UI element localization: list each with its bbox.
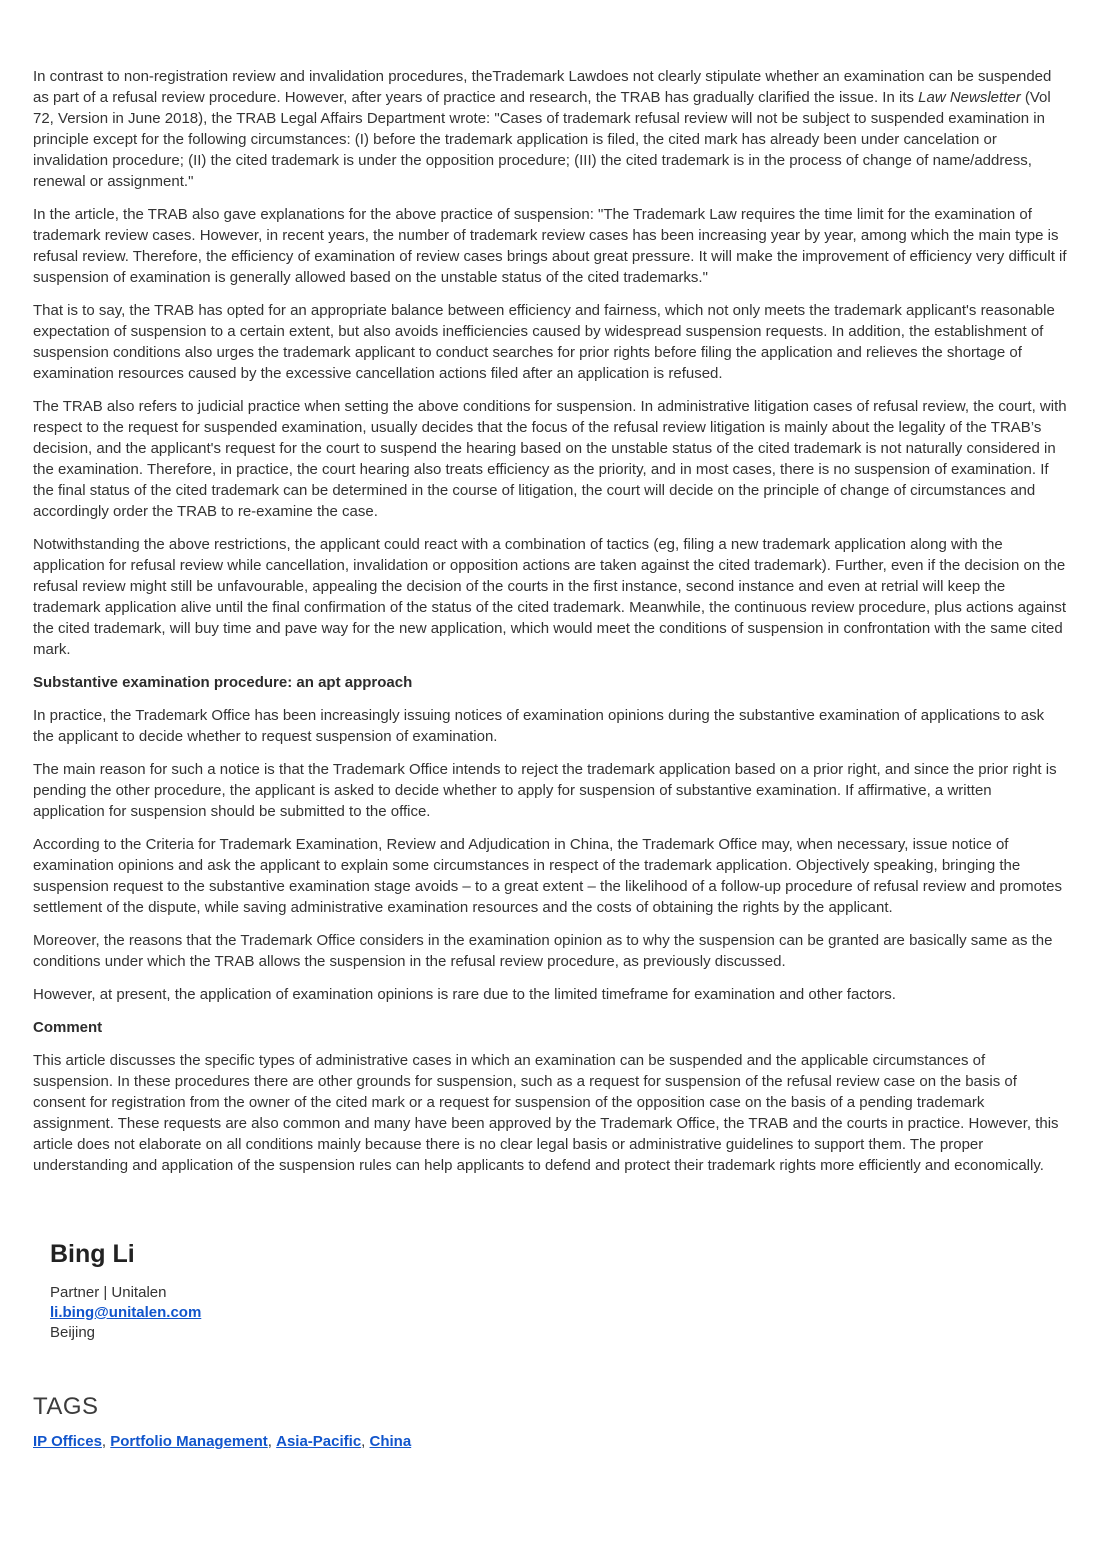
paragraph: In contrast to non-registration review and invalidation procedures, theTrademark Lawdoes not clearly stipulate whether an examination can be suspended as part of a refusal review procedure. However, after years of practice and research, the TRAB has gradually clarified the issue. In its Law Newsletter (Vol 72, Version in June 2018), the TRAB Legal Affairs Department wrote: "Cases of trademark refusal review will not be subject to suspended examination in principle except for the following circumstances: (I) before the trademark application is filed, the cited mark has already been under cancelation or invalidation procedure; (II) the cited trademark is under the opposition procedure; (III) the cited trademark is in the process of change of name/address, renewal or assignment.": [33, 68, 1052, 190]
tag-link[interactable]: Portfolio Management: [110, 1433, 268, 1450]
tag-separator: ,: [101, 1433, 111, 1450]
section-heading: Substantive examination procedure: an apt approach: [33, 674, 413, 691]
tags-list: [33, 1431, 1067, 1452]
tags-section: [33, 1393, 1067, 1452]
paragraph: The main reason for such a notice is that the Trademark Office intends to reject the trademark application based on a prior right, and since the prior right is pending the other procedure, the applicant is asked to decide whether to apply for suspension of substantive examination. If affirmative, a written application for suspension should be submitted to the office.: [33, 761, 1057, 820]
paragraph: However, at present, the application of examination opinions is rare due to the limited timeframe for examination and other factors.: [33, 986, 896, 1003]
paragraph: In practice, the Trademark Office has been increasingly issuing notices of examination opinions during the substantive examination of applications to ask the applicant to decide whether to request suspension of examination.: [33, 707, 1045, 745]
author-email-link[interactable]: li.bing@unitalen.com: [50, 1304, 202, 1321]
tags-heading: TAGS: [33, 1393, 99, 1420]
paragraph: According to the Criteria for Trademark Examination, Review and Adjudication in China, the Trademark Office may, when necessary, issue notice of examination opinions and ask the applicant to explain some circumstances in respect of the trademark application. Objectively speaking, bringing the suspension request to the substantive examination stage avoids – to a great extent – the likelihood of a follow-up procedure of refusal review and promotes settlement of the dispute, while saving administrative examination resources and the costs of obtaining the rights by the applicant.: [33, 836, 1062, 916]
author-role: Partner | Unitalen: [50, 1284, 167, 1301]
paragraph: In the article, the TRAB also gave explanations for the above practice of suspension: "The Trademark Law requires the time limit for the examination of trademark review cases. However, in recent years, the number of trademark review cases has been increasing year by year, among which the main type is refusal review. Therefore, the efficiency of examination of review cases brings about great pressure. It will make the improvement of efficiency very difficult if suspension of examination is generally allowed based on the unstable status of the cited trademarks.": [33, 206, 1067, 286]
article-body: [33, 66, 1067, 1176]
tag-link[interactable]: China: [369, 1433, 412, 1450]
tag-link[interactable]: Asia-Pacific: [276, 1433, 362, 1450]
author-email-line: [50, 1303, 1067, 1323]
tag-separator: ,: [361, 1433, 370, 1450]
paragraph: Notwithstanding the above restrictions, the applicant could react with a combination of tactics (eg, filing a new trademark application along with the application for refusal review while cancellation, invalidation or opposition actions are taken against the cited trademark). Further, even if the decision on the refusal review might still be unfavourable, appealing the decision of the courts in the first instance, second instance and even at retrial will keep the trademark application alive until the final confirmation of the status of the cited trademark. Meanwhile, the continuous review procedure, plus actions against the cited trademark, will buy time and pave way for the new application, which would meet the conditions of suspension in confrontation with the same cited mark.: [33, 536, 1067, 658]
author-block: [50, 1240, 1067, 1343]
tag-link[interactable]: IP Offices: [33, 1433, 102, 1450]
paragraph: The TRAB also refers to judicial practice when setting the above conditions for suspension. In administrative litigation cases of refusal review, the court, with respect to the request for suspended examination, usually decides that the focus of the refusal review litigation is mainly about the legality of the TRAB’s decision, and the applicant's request for the court to suspend the hearing based on the unstable status of the cited trademark is not naturally considered in the examination. Therefore, in practice, the court hearing also treats efficiency as the priority, and in most cases, there is no suspension of examination. If the final status of the cited trademark can be determined in the course of litigation, the court will decide on the principle of change of circumstances and accordingly order the TRAB to re-examine the case.: [33, 398, 1067, 520]
section-heading: Comment: [33, 1019, 103, 1036]
paragraph: That is to say, the TRAB has opted for an appropriate balance between efficiency and fairness, which not only meets the trademark applicant's reasonable expectation of suspension to a certain extent, but also avoids inefficiencies caused by widespread suspension requests. In addition, the establishment of suspension conditions also urges the trademark applicant to conduct searches for prior rights before filing the application and relieves the shortage of examination resources caused by the excessive cancellation actions filed after an application is refused.: [33, 302, 1055, 382]
author-location: Beijing: [50, 1324, 96, 1341]
paragraph: Moreover, the reasons that the Trademark Office considers in the examination opinion as to why the suspension can be granted are basically same as the conditions under which the TRAB allows the suspension in the refusal review procedure, as previously discussed.: [33, 932, 1053, 970]
paragraph: This article discusses the specific types of administrative cases in which an examination can be suspended and the applicable circumstances of suspension. In these procedures there are other grounds for suspension, such as a request for suspension of the refusal review case on the basis of consent for registration from the owner of the cited mark or a request for suspension of the opposition case on the basis of a pending trademark assignment. These requests are also common and many have been approved by the Trademark Office, the TRAB and the courts in practice. However, this article does not elaborate on all conditions mainly because there is no clear legal basis or administrative guidelines to support them. The proper understanding and application of the suspension rules can help applicants to defend and protect their trademark rights more efficiently and economically.: [33, 1052, 1059, 1174]
tag-separator: ,: [267, 1433, 277, 1450]
author-name: Bing Li: [50, 1240, 135, 1268]
